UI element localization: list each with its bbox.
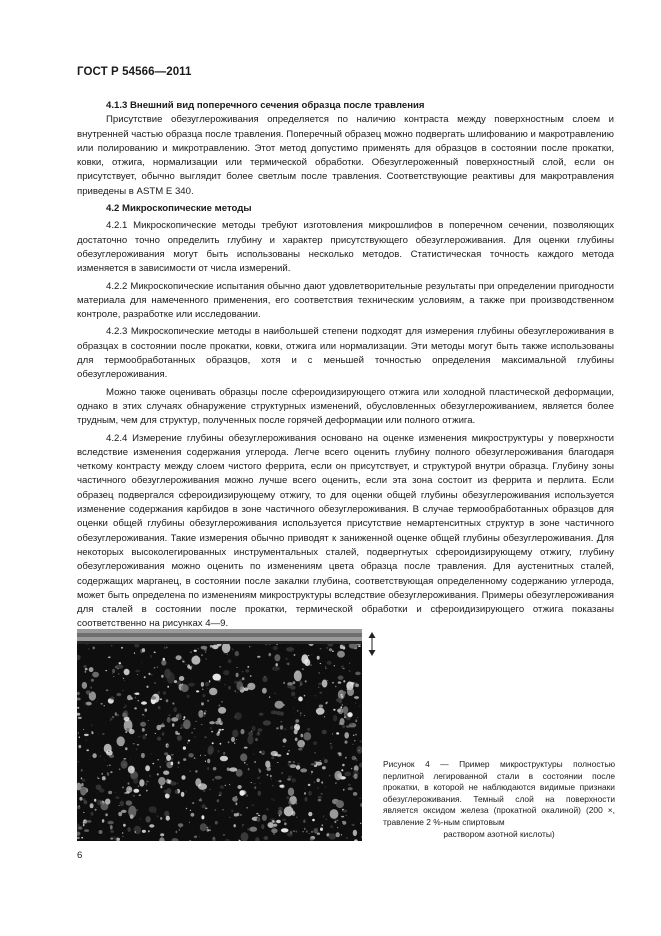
- paragraph: 4.2.2 Микроскопические испытания обычно дают удовлетворительные результаты при определении пригодности материала для намеченного применения, его соответствия техническим условиям, а также при производственном контроле, разработке или исследовании.: [77, 280, 614, 321]
- paragraph: Можно также оценивать образцы после сфероидизирующего отжига или холодной пластической деформации, однако в этих случаях обнаружение структурных изменений, обусловленных обезуглероживанием, является более трудным, чем для структур, полученных после горячей деформации или полного отжига.: [77, 386, 614, 427]
- page-number: 6: [77, 850, 83, 861]
- section-heading-4-2: 4.2 Микроскопические методы: [106, 203, 252, 215]
- paragraph: 4.2.3 Микроскопические методы в наибольшей степени подходят для измерения глубины обезуглероживания в образцах в состоянии после прокатки, ковки, отжига или нормализации. Эти методы могут быть также использованы для термообработанных образцов, хотя и с меньшей точностью определения максимальной глубины обезуглероживания.: [77, 326, 614, 381]
- figure-caption-text: Рисунок 4 — Пример микроструктуры полностью перлитной легированной стали в состоянии после прокатки, в которой не наблюдаются видимые признаки обезуглероживания. Темный слой на поверхности является оксидом железа (прокатной окалиной) (200 ×, травление 2 %-ным спиртовым: [383, 759, 615, 827]
- paragraph: Присутствие обезуглероживания определяется по наличию контраста между поверхностным слоем и внутренней частью образца после травления. Поперечный образец можно подвергать шлифованию и макротравлению или полированию и микротравлению. Этот метод допустимо применять для образцов в состоянии после прокатки, ковки, отжига, нормализации или термической обработки. Обезуглероженный поверхностный слой, если он присутствует, обычно выглядит более светлым после травления. Соответствующие реактивы для макротравления приведены в ASTM E 340.: [77, 114, 614, 197]
- section-heading-4-1-3: 4.1.3 Внешний вид поперечного сечения образца после травления: [106, 100, 425, 111]
- document-body: [77, 99, 614, 632]
- micrograph-image: [77, 629, 362, 841]
- document-header: ГОСТ Р 54566—2011: [77, 66, 192, 78]
- paragraph: 4.2.4 Измерение глубины обезуглероживания основано на оценке изменения микроструктуры у поверхности вследствие изменения содержания углерода. Легче всего оценить глубину полного обезуглероживания благодаря четкому контрасту между слоем чистого феррита, если он присутствует, и структурой внутри образца. Глубину зоны частичного обезуглероживания можно лучше всего оценить, если эта зона состоит из феррита и перлита. Если образец подвергался сфероидизирующему отжигу, то для оценки общей глубины обезуглероживания используется изменение содержания карбидов в зоне частичного обезуглероживания. В случае термообработанных образцов для оценки общей глубины обезуглероживания используется присутствие немартенситных структур в зоне частичного обезуглероживания. Такие измерения обычно приводят к заниженной оценке общей глубины обезуглероживания. Для некоторых высоколегированных инструментальных сталей, подвергнутых сфероидизирующему отжигу, глубину обезуглероживания можно оценить по изменениям цвета образца после травления. Для аустенитных сталей, содержащих марганец, в состоянии после закалки глубина, соответствующая определенному содержанию углерода, может быть определена по изменениям микроструктуры вследствие обезуглероживания. Примеры обезуглероживания для сталей в состоянии после прокатки, термической обработки и сфероидизирующего отжига показаны соответственно на рисунках 4—9.: [77, 432, 614, 630]
- scale-arrow-icon: [368, 632, 376, 656]
- figure-caption: [383, 759, 615, 840]
- paragraph: 4.2.1 Микроскопические методы требуют изготовления микрошлифов в поперечном сечении, позволяющих достаточно точно определить глубину и характер присутствующего обезуглероживания. Для оценки глубины обезуглероживания могут быть использованы несколько методов. Статистическая точность каждого метода изменяется в зависимости от числа измерений.: [77, 220, 614, 275]
- figure-caption-end: раствором азотной кислоты): [443, 828, 555, 839]
